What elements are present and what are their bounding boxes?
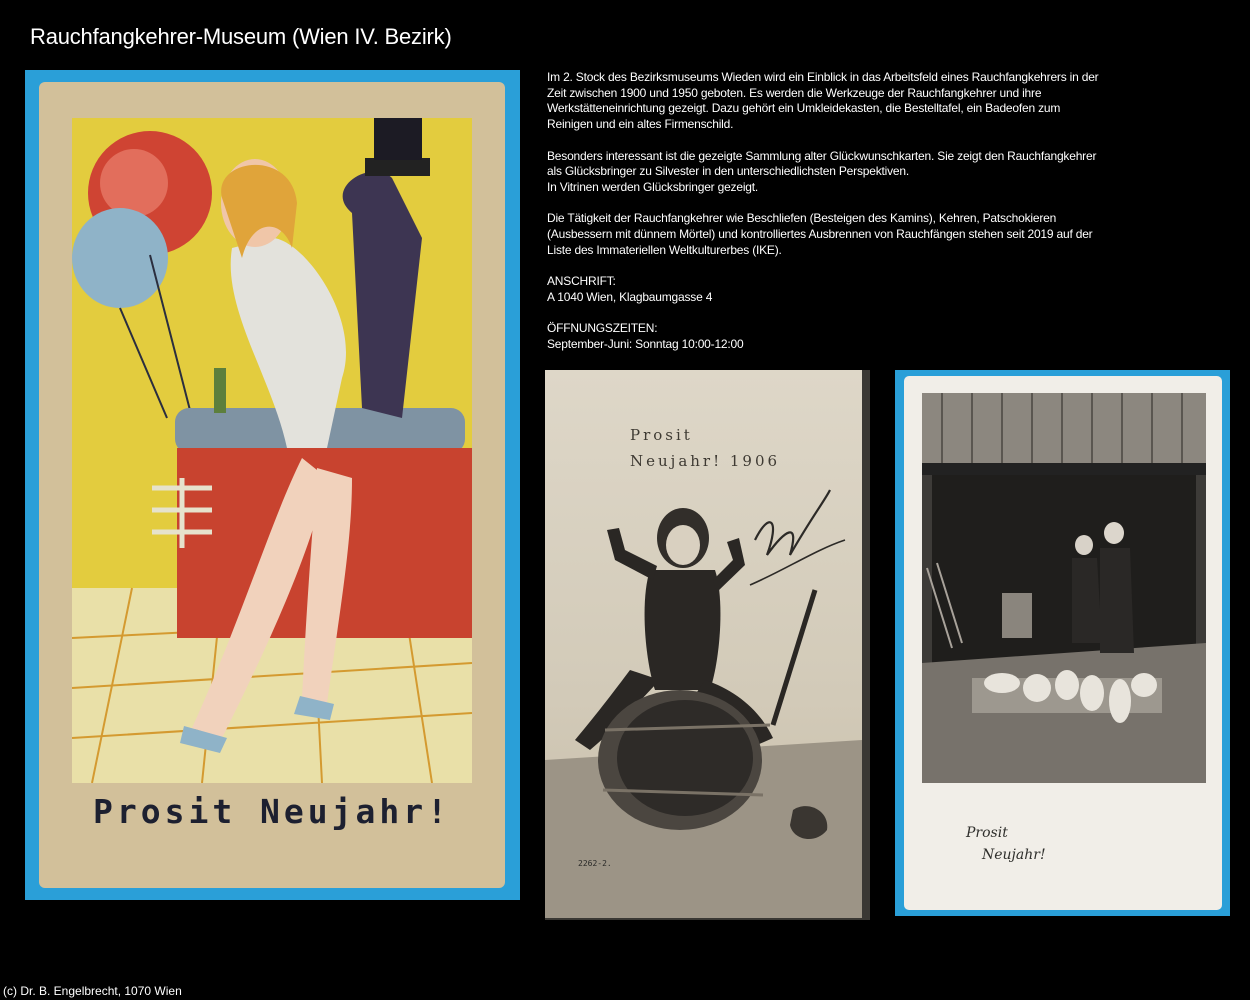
hours-value: September-Juni: Sonntag 10:00-12:00 [547, 336, 744, 351]
collection-paragraph [547, 149, 1107, 196]
postcard-sepia-title-line-1: Prosit [630, 426, 693, 444]
hours-label: ÖFFNUNGSZEITEN: [547, 321, 658, 336]
photo-postcard-bw[interactable] [895, 370, 1230, 916]
postcard-bw-caption-line-2: Neujahr! [982, 847, 1046, 863]
collection-text: Besonders interessant ist die gezeigte Sammlung alter Glückwunschkarten. Sie zeigt den Rauchfangkehrer als Glücksbringer zu Silvester in den unterschiedlichsten Perspektiven. [547, 148, 1097, 179]
postcard-bw-card [904, 376, 1222, 910]
postcard-bw-caption-line-1: Prosit [966, 825, 1008, 841]
page-title: Rauchfangkehrer-Museum (Wien IV. Bezirk) [30, 24, 452, 49]
postcard-color-card [39, 82, 505, 888]
intro-paragraph: Im 2. Stock des Bezirksmuseums Wieden wird ein Einblick in das Arbeitsfeld eines Rauchfangkehrers in der Zeit zwischen 1900 und 1950 geboten. Es werden die Werkzeuge der Rauchfangkehrer und ihre Werkstätteneinrichtung gezeigt. Dazu gehört ein Umkleidekasten, die Bestelltafel, ein Badeofen zum Reinigen und ein altes Firmenschild. [547, 70, 1099, 132]
photo-postcard-color[interactable] [25, 70, 520, 900]
postcard-bw-photograph [922, 393, 1206, 783]
copyright-footer: (c) Dr. B. Engelbrecht, 1070 Wien [3, 984, 182, 998]
photo-postcard-sepia[interactable] [545, 370, 870, 920]
address-value: A 1040 Wien, Klagbaumgasse 4 [547, 289, 713, 304]
postcard-bw-caption [966, 822, 1106, 866]
address-block [547, 274, 1107, 305]
postcard-sepia-title-line-2: Neujahr! 1906 [630, 452, 781, 470]
heritage-paragraph: Die Tätigkeit der Rauchfangkehrer wie Beschliefen (Besteigen des Kamins), Kehren, Patschokieren (Ausbessern mit dünnem Mörtel) und kontrolliertes Ausbrennen von Rauchfängen stehen seit 2019 auf der Liste des Immateriellen Weltkulturerbes (IKE). [547, 211, 1093, 257]
collection-vitrine-text: In Vitrinen werden Glücksbringer gezeigt. [547, 179, 759, 194]
postcard-color-illustration [72, 118, 472, 783]
body-text [547, 70, 1107, 368]
postcard-sepia-card [545, 370, 862, 918]
address-label: ANSCHRIFT: [547, 274, 616, 289]
hours-block [547, 321, 1107, 352]
postcard-color-caption: Prosit Neujahr! [92, 792, 451, 831]
postcard-sepia-code: 2262-2. [578, 859, 612, 868]
